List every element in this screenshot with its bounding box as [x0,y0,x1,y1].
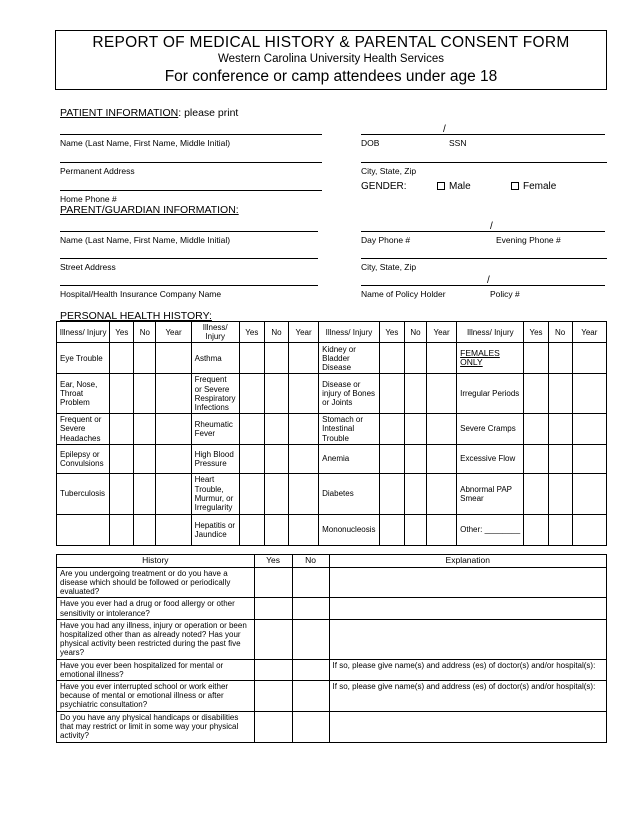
ssn-label: SSN [449,138,467,148]
no-cell[interactable] [404,473,426,514]
history-no-cell[interactable] [292,598,329,619]
col-year-1: Year [156,322,191,343]
history-explanation-cell[interactable] [329,619,606,659]
home-phone-field[interactable] [60,190,322,191]
year-cell[interactable] [288,444,318,473]
patient-section-note: : please print [178,107,239,119]
yes-cell[interactable] [110,414,134,445]
yes-cell[interactable] [524,473,548,514]
guardian-section-title: PARENT/GUARDIAN INFORMATION: [60,204,239,216]
patient-address-field[interactable] [60,162,322,163]
guardian-city-label: City, State, Zip [361,262,417,272]
health-header-row [57,322,607,343]
col-no-3: No [404,322,426,343]
illness-cell: Excessive Flow [457,444,524,473]
year-cell[interactable] [288,374,318,414]
history-col-header: History [57,555,255,568]
illness-cell: Irregular Periods [457,374,524,414]
yes-cell[interactable] [379,374,404,414]
col-year-2: Year [288,322,318,343]
col-illness-1: Illness/ Injury [57,322,110,343]
yes-cell[interactable] [239,343,264,374]
col-year-3: Year [427,322,457,343]
yes-cell[interactable] [524,374,548,414]
illness-cell: Anemia [319,444,380,473]
year-cell[interactable] [288,514,318,545]
other-illness-cell[interactable]: Other: ________ [457,514,524,545]
col-yes-3: Yes [379,322,404,343]
year-cell[interactable] [427,473,457,514]
history-explanation-cell[interactable]: If so, please give name(s) and address (es) of doctor(s) and/or hospital(s): [329,681,606,712]
history-header-row [57,555,607,568]
history-row [57,619,607,659]
no-cell[interactable] [404,374,426,414]
yes-cell[interactable] [110,374,134,414]
no-cell[interactable] [134,343,156,374]
year-cell[interactable] [156,444,191,473]
col-yes-1: Yes [110,322,134,343]
yes-cell[interactable] [524,414,548,445]
history-question: Have you ever interrupted school or work either because of mental or emotional illness or after psychiatric consultation? [57,681,255,712]
col-no-2: No [264,322,288,343]
history-yes-cell[interactable] [254,681,292,712]
phone-separator: / [490,221,493,232]
yes-cell[interactable] [524,514,548,545]
history-explanation-cell[interactable] [329,598,606,619]
year-cell[interactable] [572,444,606,473]
form-subtitle: Western Carolina University Health Services [217,53,445,65]
year-cell[interactable] [156,414,191,445]
history-yes-header: Yes [254,555,292,568]
health-history-table [56,321,607,546]
gender-male-option[interactable] [437,181,471,192]
illness-cell: Diabetes [319,473,380,514]
no-cell[interactable] [264,374,288,414]
yes-cell[interactable] [379,414,404,445]
yes-cell[interactable] [239,374,264,414]
yes-cell[interactable] [524,444,548,473]
year-cell[interactable] [572,473,606,514]
no-cell[interactable] [548,514,572,545]
form-audience: For conference or camp attendees under age 18 [164,68,498,85]
year-cell[interactable] [156,514,191,545]
gender-female-option[interactable] [511,181,556,192]
col-no-4: No [548,322,572,343]
col-illness-3: Illness/ Injury [319,322,380,343]
no-cell[interactable] [264,414,288,445]
policy-field[interactable] [361,285,605,286]
no-cell[interactable] [404,514,426,545]
female-checkbox[interactable] [511,182,519,190]
yes-cell[interactable] [110,444,134,473]
patient-section-title: PATIENT INFORMATION [60,107,179,119]
policy-number-label: Policy # [490,289,520,299]
year-cell[interactable] [572,374,606,414]
guardian-street-label: Street Address [60,262,116,272]
male-checkbox[interactable] [437,182,445,190]
year-cell[interactable] [288,343,318,374]
no-cell[interactable] [548,414,572,445]
yes-cell[interactable] [379,444,404,473]
home-phone-label: Home Phone # [60,194,117,204]
illness-cell: Frequent or Severe Headaches [57,414,110,445]
year-cell[interactable] [572,514,606,545]
no-cell[interactable] [134,514,156,545]
gender-label: GENDER: [361,181,407,192]
policy-separator: / [487,275,490,286]
col-yes-2: Yes [239,322,264,343]
no-cell[interactable] [404,343,426,374]
policy-holder-label: Name of Policy Holder [361,289,446,299]
illness-cell: Stomach or Intestinal Trouble [319,414,380,445]
no-cell[interactable] [548,473,572,514]
patient-name-label: Name (Last Name, First Name, Middle Initial) [60,138,231,148]
yes-cell[interactable] [379,473,404,514]
no-cell[interactable] [548,374,572,414]
history-row [57,598,607,619]
no-cell[interactable] [264,514,288,545]
health-section-title: PERSONAL HEALTH HISTORY: [60,310,212,322]
history-explanation-header: Explanation [329,555,606,568]
illness-cell: Hepatitis or Jaundice [191,514,239,545]
yes-cell[interactable] [239,514,264,545]
patient-city-field[interactable] [361,162,607,163]
year-cell[interactable] [427,514,457,545]
illness-cell: Disease or injury of Bones or Joints [319,374,380,414]
dob-ssn-field[interactable] [361,134,605,135]
no-cell[interactable] [134,374,156,414]
illness-cell: Heart Trouble, Murmur, or Irregularity [191,473,239,514]
illness-cell: Abnormal PAP Smear [457,473,524,514]
history-no-cell[interactable] [292,712,329,743]
no-cell[interactable] [134,414,156,445]
illness-cell: Kidney or Bladder Disease [319,343,380,374]
guardian-city-field[interactable] [361,258,607,259]
female-label: Female [523,181,557,192]
no-cell[interactable] [404,414,426,445]
illness-cell: Epilepsy or Convulsions [57,444,110,473]
history-question: Have you had any illness, injury or operation or been hospitalized other than as already noted? Has your physical activity been restricted during the past five years? [57,619,255,659]
year-cell[interactable] [156,374,191,414]
yes-cell[interactable] [110,473,134,514]
year-cell[interactable] [572,414,606,445]
yes-cell[interactable] [110,343,134,374]
patient-section-heading [60,107,238,119]
history-no-cell[interactable] [292,681,329,712]
history-yes-cell[interactable] [254,567,292,598]
patient-name-field[interactable] [60,134,322,135]
guardian-name-field[interactable] [60,231,318,232]
history-yes-cell[interactable] [254,598,292,619]
illness-cell: Tuberculosis [57,473,110,514]
insurance-company-label: Hospital/Health Insurance Company Name [60,289,222,299]
no-cell[interactable] [548,343,572,374]
year-cell[interactable] [427,343,457,374]
history-question: Have you ever been hospitalized for mental or emotional illness? [57,659,255,680]
guardian-street-field[interactable] [60,258,318,259]
illness-cell: Frequent or Severe Respiratory Infections [191,374,239,414]
year-cell[interactable] [427,374,457,414]
no-cell[interactable] [404,444,426,473]
illness-cell: Eye Trouble [57,343,110,374]
yes-cell[interactable] [239,414,264,445]
guardian-phone-field[interactable] [361,231,605,232]
form-title: REPORT OF MEDICAL HISTORY & PARENTAL CONSENT FORM [92,34,570,51]
year-cell[interactable] [572,343,606,374]
history-question: Do you have any physical handicaps or disabilities that may restrict or limit in some way your physical activity? [57,712,255,743]
history-no-header: No [292,555,329,568]
col-year-4: Year [572,322,606,343]
no-cell[interactable] [134,473,156,514]
col-illness-2: Illness/ Injury [191,322,239,343]
col-illness-4: Illness/ Injury [457,322,524,343]
yes-cell[interactable] [379,343,404,374]
year-cell[interactable] [288,473,318,514]
yes-cell[interactable] [524,343,548,374]
patient-city-label: City, State, Zip [361,166,417,176]
history-row [57,567,607,598]
illness-cell: Asthma [191,343,239,374]
yes-cell[interactable] [379,514,404,545]
patient-address-label: Permanent Address [60,166,135,176]
history-no-cell[interactable] [292,567,329,598]
history-explanation-cell[interactable] [329,712,606,743]
history-yes-cell[interactable] [254,659,292,680]
health-row [57,473,607,514]
year-cell[interactable] [427,444,457,473]
health-row [57,414,607,445]
yes-cell[interactable] [239,444,264,473]
history-row [57,712,607,743]
no-cell[interactable] [264,444,288,473]
illness-cell: Mononucleosis [319,514,380,545]
no-cell[interactable] [134,444,156,473]
history-question: Are you undergoing treatment or do you have a disease which should be followed or periodically evaluated? [57,567,255,598]
day-phone-label: Day Phone # [361,235,411,245]
dob-separator: / [443,124,446,135]
illness-cell: Ear, Nose, Throat Problem [57,374,110,414]
history-questions-table [56,554,607,743]
history-explanation-cell[interactable] [329,567,606,598]
health-row [57,444,607,473]
health-row [57,514,607,545]
year-cell[interactable] [288,414,318,445]
history-row [57,659,607,680]
health-row [57,343,607,374]
illness-cell: Rheumatic Fever [191,414,239,445]
guardian-name-label: Name (Last Name, First Name, Middle Initial) [60,235,231,245]
yes-cell[interactable] [110,514,134,545]
dob-label: DOB [361,138,380,148]
no-cell[interactable] [548,444,572,473]
females-only-heading: FEMALES ONLY [457,343,524,374]
history-no-cell[interactable] [292,659,329,680]
history-yes-cell[interactable] [254,712,292,743]
male-label: Male [449,181,471,192]
illness-cell: Severe Cramps [457,414,524,445]
year-cell[interactable] [156,473,191,514]
no-cell[interactable] [264,473,288,514]
year-cell[interactable] [427,414,457,445]
history-no-cell[interactable] [292,619,329,659]
history-question: Have you ever had a drug or food allergy or other sensitivity or intolerance? [57,598,255,619]
evening-phone-label: Evening Phone # [496,235,561,245]
no-cell[interactable] [264,343,288,374]
health-row [57,374,607,414]
col-no-1: No [134,322,156,343]
illness-cell: High Blood Pressure [191,444,239,473]
col-yes-4: Yes [524,322,548,343]
history-explanation-cell[interactable]: If so, please give name(s) and address (es) of doctor(s) and/or hospital(s): [329,659,606,680]
insurance-company-field[interactable] [60,285,318,286]
illness-cell [57,514,110,545]
history-row [57,681,607,712]
history-yes-cell[interactable] [254,619,292,659]
year-cell[interactable] [156,343,191,374]
yes-cell[interactable] [239,473,264,514]
